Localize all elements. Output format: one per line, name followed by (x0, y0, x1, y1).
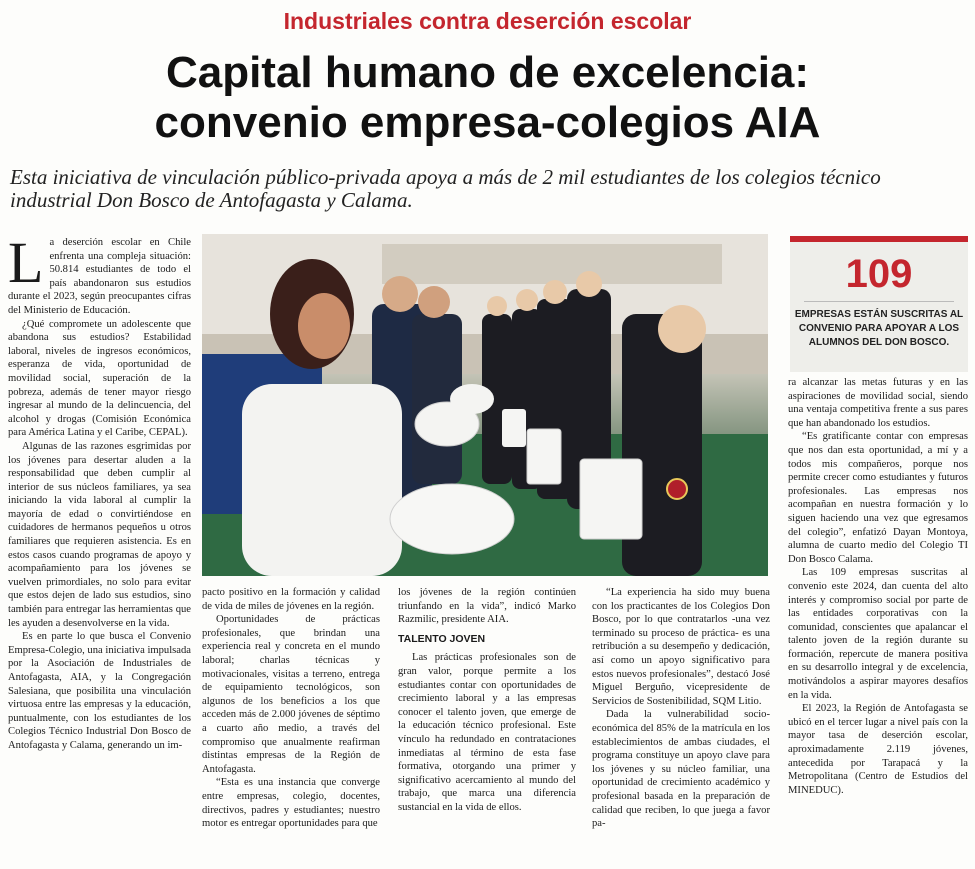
paragraph: Es en parte lo que busca el Convenio Empresa-Colegio, una iniciativa impulsada por la Asociación de Industriales de Antofagasta, AIA, y la Congregación Salesiana, que posibilita una vinculación virtuosa entre las empresas y la educación, puntualmente, con los estudiantes de los Colegios Técnico Industrial Don Bosco de Antofagasta y Calama, generando un im- (8, 631, 191, 751)
kicker: Industriales contra deserción escolar (283, 8, 692, 34)
section-heading: TALENTO JOVEN (398, 632, 486, 645)
fact-text: EMPRESAS ESTÁN SUSCRITAS AL CONVENIO PARA APOYAR A LOS ALUMNOS DEL DON BOSCO. (794, 309, 964, 348)
deck-subtitle: Esta iniciativa de vinculación público-privada apoya a más de 2 mil estudiantes de los colegios técnico industrial Don Bosco de Antofagasta y Calama. (10, 165, 881, 212)
photo-illustration (202, 234, 768, 576)
article-column-4 (592, 586, 770, 831)
paragraph: ra alcanzar las metas futuras y en las aspiraciones de movilidad social, siendo una ventaja competitiva frente a sus pares que han abandonado los estudios. (788, 377, 968, 429)
fact-number: 109 (845, 252, 913, 296)
paragraph: Las prácticas profesionales son de gran valor, porque permite a los estudiantes contar con oportunidades de crecimiento laboral y a las empresas conocer el talento joven, que emerge de la educación técnico profesional. Este vínculo ha redundado en contrataciones inmediatas al término de esta fase formativa, otorgando una primer y significativo acercamiento al mundo del trabajo, que marca una diferencia sustancial en la vida de ellos. (398, 652, 576, 813)
article-column-2 (202, 586, 380, 831)
headline-line-2: convenio empresa-colegios AIA (154, 98, 821, 147)
drop-cap: L (8, 230, 44, 295)
headline-line-1: Capital humano de excelencia: (165, 48, 810, 97)
article-column-5 (788, 376, 968, 797)
paragraph: El 2023, la Región de Antofagasta se ubicó en el tercer lugar a nivel país con la mayor tasa de deserción escolar, aproximadamente 2.119 jóvenes, antecedida por Tarapacá y la Metropolitana (Centro de Estudios del MINEDUC). (788, 703, 968, 796)
article-column-3 (398, 586, 576, 815)
fact-divider (804, 301, 954, 302)
paragraph: La deserción escolar en Chile enfrenta una compleja situación: 50.814 estudiantes de todo el país abandonaron sus estudios durante el 2023, según preocupantes cifras del Ministerio de Educación. (8, 230, 191, 316)
headline (0, 48, 975, 148)
paragraph: los jóvenes de la región continúen triunfando en la vida”, indicó Marko Razmilic, presidente AIA. (398, 587, 576, 626)
paragraph: Algunas de las razones esgrimidas por los jóvenes para desertar aluden a la responsabilidad que deben cumplir al interior de sus núcleos familiares, ya sea iniciando la vida laboral al cumplir la mayoría de edad o convirtiéndose en cuidadores de hermanos pequeños u otros familiares que requieren asistencia. Es en estos casos cuando programas de apoyo y acompañamiento para los jóvenes se vuelven primordiales, no solo para evitar que estos dejen de lado sus estudios, sino también para entregar las herramientas que les ayuden a desenvolverse en la vida. (8, 440, 191, 629)
paragraph: Dada la vulnerabilidad socio-económica del 85% de la matrícula en los establecimientos de ambas ciudades, el programa constituye un apoyo clave para los jóvenes y su núcleo familiar, una oportunidad de crecimiento académico y profesional basada en la preparación de calidad que reciben, lo que juega a favor pa- (592, 709, 770, 830)
article-column-1 (8, 230, 191, 753)
paragraph: Las 109 empresas suscritas al convenio este 2024, dan cuenta del alto interés y compromiso social por parte de las entidades corporativas con la comunidad, conscientes que apalancar el talento joven de la región durante su formación, repercute de manera positiva en su desarrollo integral y de excelencia, motivándolos a aspirar mayores desafíos en la vida. (788, 567, 968, 701)
paragraph: pacto positivo en la formación y calidad de vida de miles de jóvenes en la región. (202, 587, 380, 612)
fact-box (790, 236, 968, 372)
paragraph: Oportunidades de prácticas profesionales, que brindan una experiencia real y concreta en el mundo laboral; charlas técnicas y motivacionales, visitas a terreno, entrega de equipamiento tecnológicos, son algunos de los beneficios a los que acceden más de 2.000 jóvenes de séptimo a cuarto año medio, a través del compromiso que anualmente reafirman distintas empresas de la Región de Antofagasta. (202, 614, 380, 775)
paragraph: ¿Qué compromete un adolescente que abandona sus estudios? Estabilidad laboral, niveles de ingresos económicos, esperanza de vida, oportunidad de movilidad social, superación de la pobreza, además de tener mayor riesgo ingresar al mundo de la delincuencia, del alcohol y drogas (Comisión Económica para América Latina y el Caribe, CEPAL). (8, 318, 191, 439)
paragraph: “Esta es una instancia que converge entre empresas, colegio, docentes, directivos, padres y estudiantes; nuestro motor es entregar oportunidades para que (202, 777, 380, 830)
paragraph: “La experiencia ha sido muy buena con los practicantes de los Colegios Don Bosco, por lo que contratarlos -una vez terminado su proceso de práctica- es una retribución a su desempeño y dedicación, así como un apoyo significativo para estos nuevos profesionales”, destacó José Miguel Berguño, vicepresidente de Servicios de Sostenibilidad, SQM Litio. (592, 587, 770, 707)
paragraph: “Es gratificante contar con empresas que nos dan esta oportunidad, a mí y a todos mis compañeros, porque nos permite crecer como estudiantes y futuros profesionales. Las empresas nos acompañan en nuestra formación y lo siguen haciendo una vez que egresamos del colegio”, enfatizó Dayan Montoya, alumna de cuarto medio del Colegio TI Don Bosco Calama. (788, 431, 968, 565)
article-photo (202, 234, 768, 576)
